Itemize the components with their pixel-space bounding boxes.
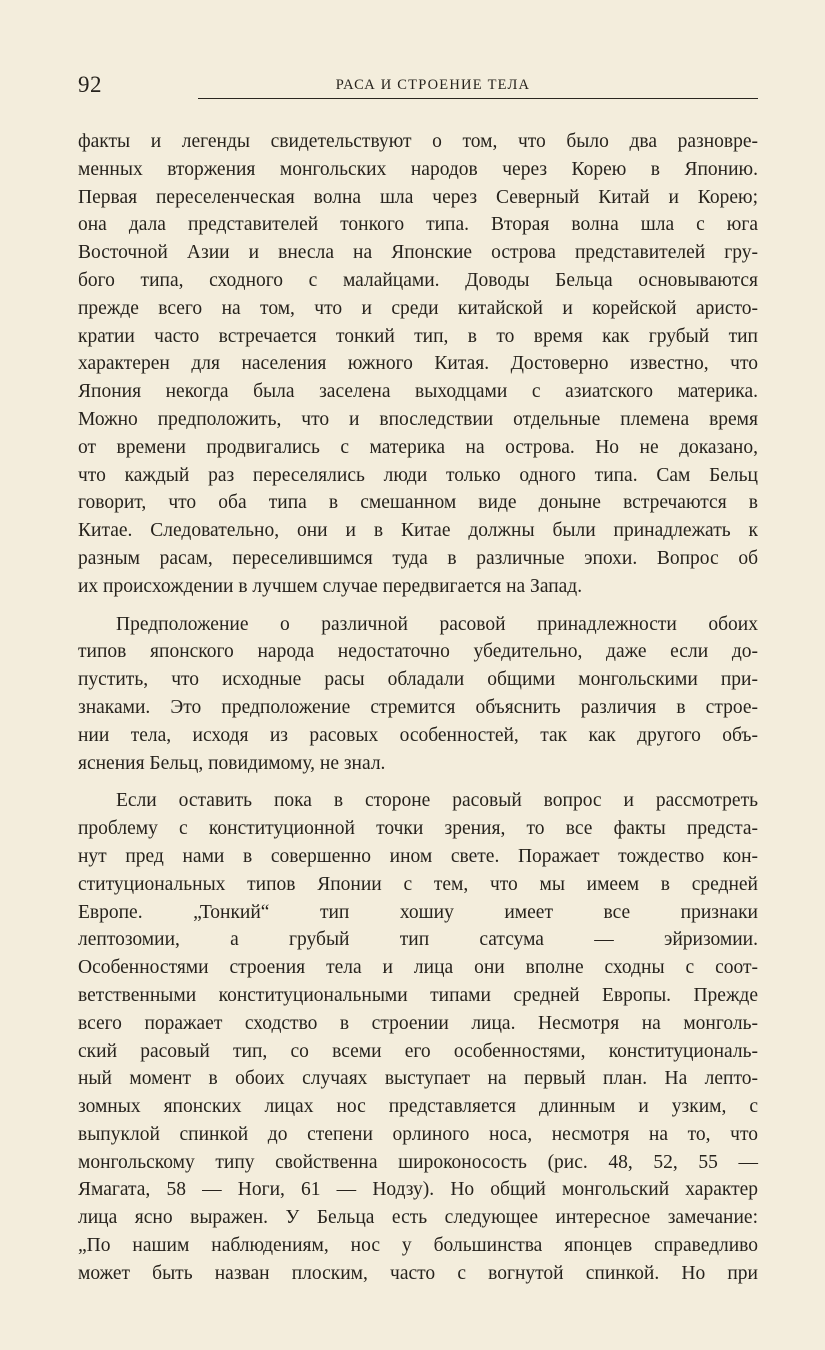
- running-title: РАСА И СТРОЕНИЕ ТЕЛА: [335, 77, 531, 93]
- text-line: проблему с конституционной точки зрения, то все факты предста-: [78, 818, 758, 840]
- text-line: Восточной Азии и внесла на Японские острова представителей гру-: [78, 242, 758, 264]
- page-number: 92: [78, 72, 102, 97]
- text-line: характерен для населения южного Китая. Достоверно известно, что: [78, 353, 758, 375]
- text-line: Можно предположить, что и впоследствии отдельные племена время: [78, 408, 758, 430]
- paragraph: [78, 611, 758, 778]
- text-line: Европе. „Тонкий“ тип хошиу имеет все признаки: [78, 901, 758, 923]
- text-line: ный момент в обоих случаях выступает на первый план. На лепто-: [78, 1068, 758, 1090]
- text-line: прежде всего на том, что и среди китайской и корейской аристо-: [78, 297, 758, 319]
- paragraph-gap: [78, 777, 758, 787]
- text-line: бого типа, сходного с малайцами. Доводы Бельца основываются: [78, 269, 758, 291]
- text-line: ский расовый тип, со всеми его особенностями, конституциональ-: [78, 1040, 758, 1062]
- text-line: Япония некогда была заселена выходцами с азиатского материка.: [78, 381, 758, 403]
- text-line: она дала представителей тонкого типа. Вторая волна шла с юга: [78, 214, 758, 236]
- text-line: Китае. Следовательно, они и в Китае должны были принадлежать к: [78, 520, 758, 542]
- text-line: говорит, что оба типа в смешанном виде доныне встречаются в: [78, 492, 758, 514]
- text-line: Если оставить пока в стороне расовый вопрос и рассмотреть: [116, 790, 758, 812]
- text-line: ветственными конституциональными типами средней Европы. Прежде: [78, 984, 758, 1006]
- text-line: что каждый раз переселялись люди только одного типа. Сам Бельц: [78, 464, 758, 486]
- text-line: „По нашим наблюдениям, нос у большинства японцев справедливо: [78, 1235, 758, 1257]
- text-line: типов японского народа недостаточно убедительно, даже если до-: [78, 641, 758, 663]
- text-line: Предположение о различной расовой принадлежности обоих: [116, 613, 758, 635]
- text-line: Ямагата, 58 — Ноги, 61 — Нодзу). Но общий монгольский характер: [78, 1179, 758, 1201]
- text-line: нут пред нами в совершенно ином свете. Поражает тождество кон-: [78, 845, 758, 867]
- text-line: ституциональных типов Японии с тем, что мы имеем в средней: [78, 873, 758, 895]
- text-line: от времени продвигались с материка на острова. Но не доказано,: [78, 436, 758, 458]
- running-head: [78, 72, 758, 102]
- text-line: факты и легенды свидетельствуют о том, что было два разновре-: [78, 131, 758, 152]
- text-line: Первая переселенческая волна шла через Северный Китай и Корею;: [78, 186, 758, 208]
- paragraph: [78, 787, 758, 1287]
- text-line: кратии часто встречается тонкий тип, в то время как грубый тип: [78, 325, 758, 347]
- text-line: знаками. Это предположение стремится объяснить различия в строе-: [78, 696, 758, 718]
- text-line: разным расам, переселившимся туда в различные эпохи. Вопрос об: [78, 547, 758, 569]
- text-line: их происхождении в лучшем случае передвигается на Запад.: [78, 575, 583, 597]
- header-rule: [198, 98, 758, 99]
- text-line: зомных японских лицах нос представляется длинным и узким, с: [78, 1096, 758, 1118]
- text-line: выпуклой спинкой до степени орлиного носа, несмотря на то, что: [78, 1123, 758, 1145]
- text-line: яснения Бельц, повидимому, не знал.: [78, 752, 386, 774]
- text-line: лептозомии, а грубый тип сатсума — эйризомии.: [78, 929, 758, 951]
- text-line: может быть назван плоским, часто с вогнутой спинкой. Но при: [78, 1262, 758, 1284]
- body-text: [78, 128, 758, 1288]
- text-line: лица ясно выражен. У Бельца есть следующее интересное замечание:: [78, 1207, 758, 1229]
- text-line: пустить, что исходные расы обладали общими монгольскими при-: [78, 669, 758, 691]
- text-line: Особенностями строения тела и лица они вполне сходны с соот-: [78, 957, 758, 979]
- paragraph: [78, 128, 758, 601]
- paragraph-gap: [78, 601, 758, 611]
- text-line: менных вторжения монгольских народов через Корею в Японию.: [78, 158, 758, 180]
- text-line: всего поражает сходство в строении лица. Несмотря на монголь-: [78, 1012, 758, 1034]
- text-line: нии тела, исходя из расовых особенностей, так как другого объ-: [78, 724, 758, 746]
- text-line: монгольскому типу свойственна широконосость (рис. 48, 52, 55 —: [78, 1151, 758, 1173]
